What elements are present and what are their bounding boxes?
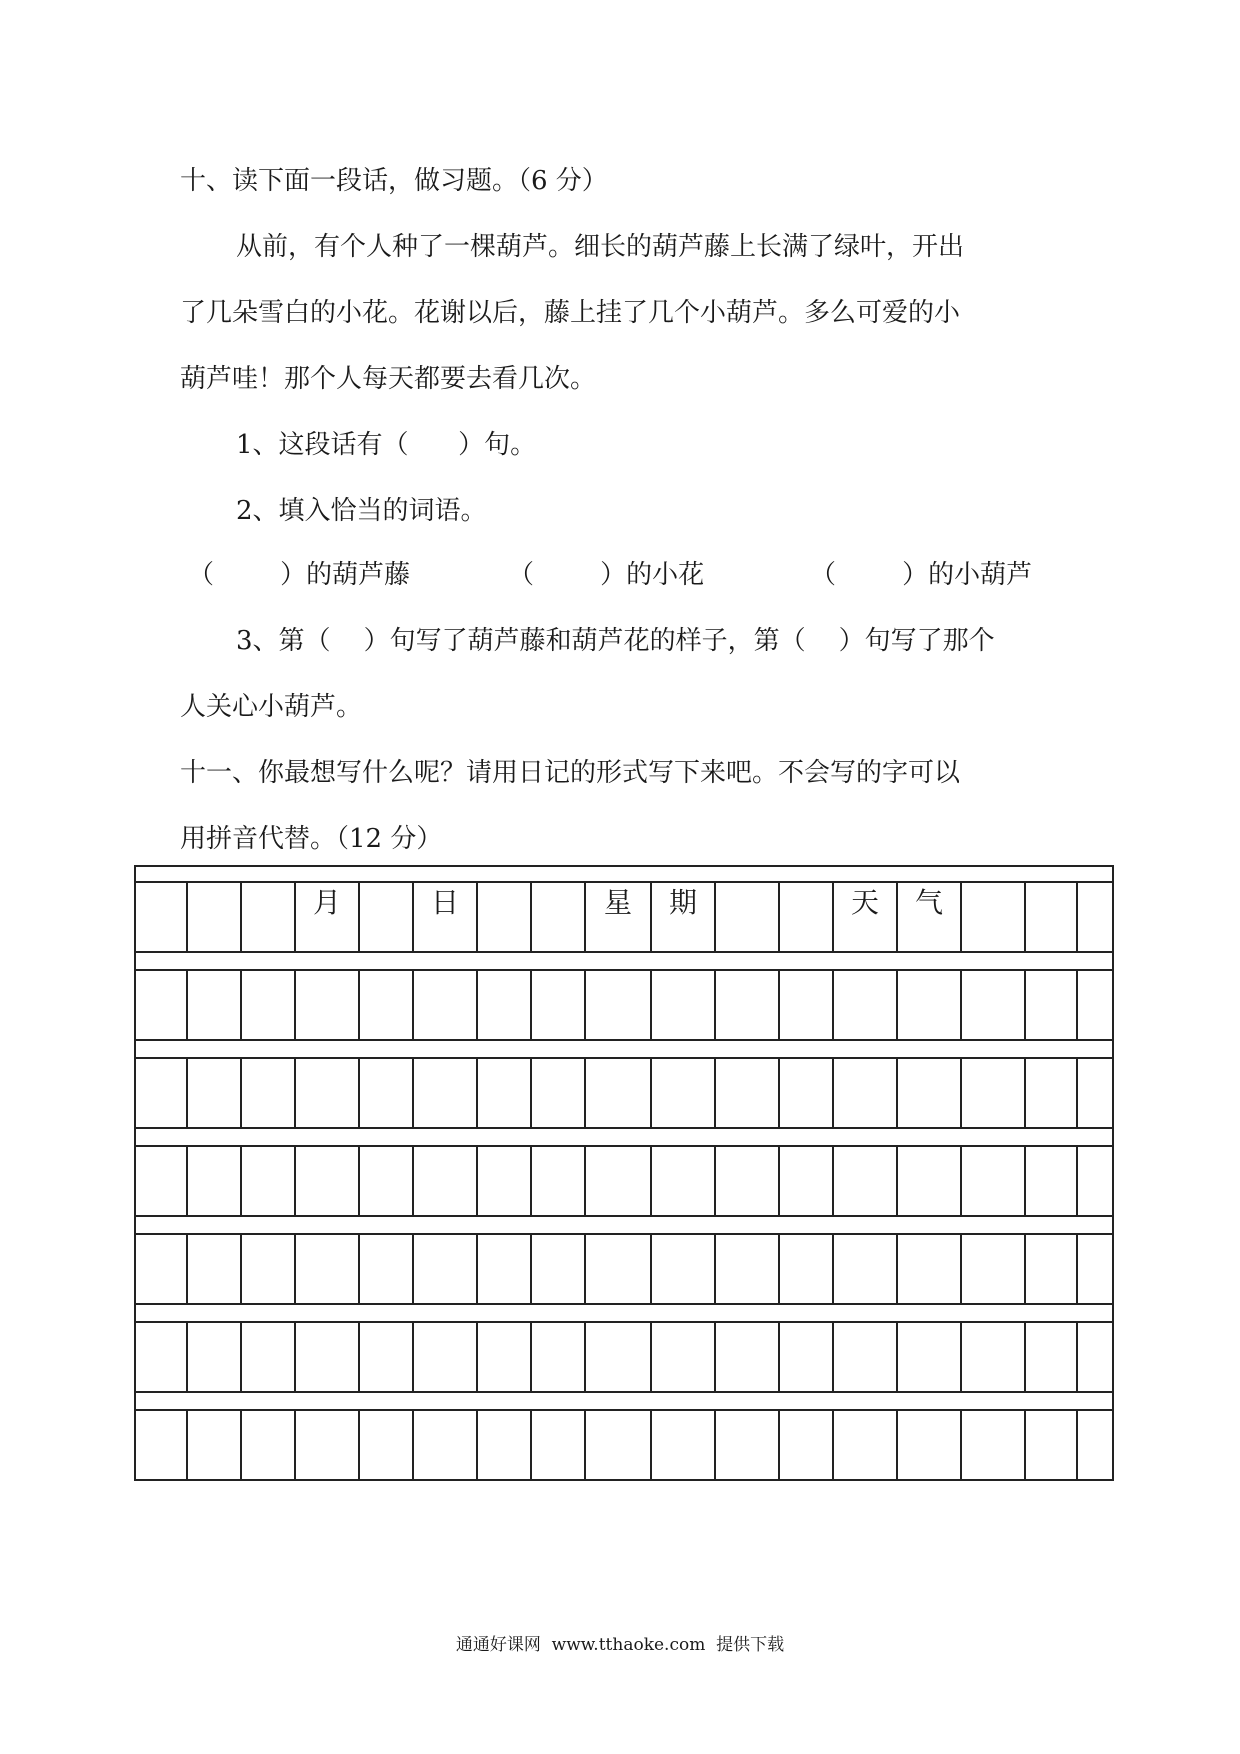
grid-row-separator (135, 1040, 1113, 1058)
question-3-line-2: 人关心小葫芦。 (180, 692, 363, 722)
grid-cell[interactable] (187, 1058, 241, 1128)
diary-writing-row[interactable] (135, 1322, 1113, 1392)
grid-cell[interactable] (295, 970, 359, 1040)
grid-cell[interactable] (187, 1322, 241, 1392)
grid-cell[interactable] (1025, 970, 1077, 1040)
grid-cell[interactable] (135, 1322, 187, 1392)
grid-cell[interactable] (897, 970, 961, 1040)
grid-cell[interactable] (135, 970, 187, 1040)
section-10-title: 十、读下面一段话，做习题。（6 分） (180, 166, 608, 196)
grid-cell[interactable] (585, 1410, 651, 1480)
grid-row-separator (135, 1216, 1113, 1234)
grid-cell[interactable] (241, 1058, 295, 1128)
section-11-title-line-1: 十一、你最想写什么呢？请用日记的形式写下来吧。不会写的字可以 (180, 758, 961, 788)
grid-cell[interactable] (359, 1322, 413, 1392)
grid-cell[interactable] (651, 1146, 715, 1216)
grid-cell[interactable] (897, 1058, 961, 1128)
diary-writing-row[interactable] (135, 1146, 1113, 1216)
grid-cell[interactable] (477, 1322, 531, 1392)
diary-writing-row[interactable] (135, 1058, 1113, 1128)
grid-cell[interactable] (961, 1234, 1025, 1304)
q2-blank-1: （ ）的葫芦藤 (188, 560, 411, 590)
grid-cell[interactable] (1025, 1322, 1077, 1392)
section-11-title-line-2: 用拼音代替。（12 分） (180, 824, 443, 854)
grid-cell[interactable] (135, 1146, 187, 1216)
grid-cell[interactable] (477, 882, 531, 952)
grid-cell[interactable] (1025, 1234, 1077, 1304)
grid-cell[interactable] (295, 1234, 359, 1304)
grid-cell[interactable] (651, 1234, 715, 1304)
grid-cell[interactable] (241, 882, 295, 952)
grid-cell[interactable] (187, 1146, 241, 1216)
grid-cell[interactable] (715, 970, 779, 1040)
grid-row-separator (135, 1128, 1113, 1146)
grid-header-label: 日 (430, 886, 460, 919)
grid-cell[interactable] (187, 1234, 241, 1304)
grid-cell[interactable] (359, 1146, 413, 1216)
grid-cell[interactable] (779, 970, 833, 1040)
grid-cell[interactable] (359, 1058, 413, 1128)
grid-cell[interactable] (359, 1410, 413, 1480)
grid-cell[interactable] (715, 1058, 779, 1128)
grid-cell[interactable] (241, 1234, 295, 1304)
grid-cell[interactable] (413, 1410, 477, 1480)
grid-cell[interactable] (897, 1322, 961, 1392)
grid-cell[interactable] (779, 1322, 833, 1392)
grid-cell[interactable] (651, 1058, 715, 1128)
grid-cell[interactable] (241, 1410, 295, 1480)
grid-cell[interactable] (585, 970, 651, 1040)
diary-writing-row[interactable] (135, 1234, 1113, 1304)
grid-cell[interactable] (651, 1322, 715, 1392)
grid-cell[interactable] (531, 1234, 585, 1304)
grid-row-separator (135, 1304, 1113, 1322)
grid-cell[interactable] (1025, 1410, 1077, 1480)
grid-cell[interactable] (477, 1058, 531, 1128)
diary-writing-row[interactable] (135, 1410, 1113, 1480)
grid-cell[interactable] (585, 1058, 651, 1128)
grid-cell[interactable] (187, 1410, 241, 1480)
grid-cell[interactable] (651, 970, 715, 1040)
grid-header-label: 月 (312, 886, 342, 919)
grid-header-label: 天 (850, 886, 880, 919)
grid-cell[interactable] (715, 882, 779, 952)
grid-cell[interactable] (413, 1234, 477, 1304)
grid-cell[interactable] (187, 970, 241, 1040)
grid-cell[interactable] (477, 1146, 531, 1216)
diary-header-row[interactable] (135, 882, 1113, 952)
grid-cell[interactable] (1077, 1234, 1113, 1304)
grid-header-label: 气 (914, 886, 944, 919)
grid-cell[interactable] (833, 970, 897, 1040)
grid-cell[interactable] (477, 1410, 531, 1480)
passage-line-2: 了几朵雪白的小花。花谢以后，藤上挂了几个小葫芦。多么可爱的小 (180, 298, 961, 328)
question-1: 1、这段话有（ ）句。 (236, 430, 537, 460)
grid-cell[interactable] (1077, 1058, 1113, 1128)
diary-writing-row[interactable] (135, 970, 1113, 1040)
grid-cell[interactable] (833, 1058, 897, 1128)
grid-cell[interactable] (1077, 1322, 1113, 1392)
grid-cell[interactable] (531, 882, 585, 952)
grid-cell[interactable] (961, 1322, 1025, 1392)
grid-cell[interactable] (833, 1234, 897, 1304)
grid-cell[interactable] (413, 1146, 477, 1216)
q2-blank-2: （ ）的小花 (508, 560, 705, 590)
grid-top-strip (135, 866, 1113, 882)
grid-cell[interactable] (779, 1410, 833, 1480)
grid-cell[interactable] (359, 970, 413, 1040)
grid-cell[interactable] (651, 1410, 715, 1480)
grid-cell[interactable] (359, 1234, 413, 1304)
grid-cell[interactable] (1077, 1146, 1113, 1216)
grid-cell[interactable] (531, 1146, 585, 1216)
grid-cell[interactable] (135, 1234, 187, 1304)
grid-cell[interactable] (779, 1146, 833, 1216)
grid-cell[interactable] (897, 1146, 961, 1216)
grid-cell[interactable] (779, 1234, 833, 1304)
grid-cell[interactable] (295, 1058, 359, 1128)
grid-cell[interactable] (135, 1410, 187, 1480)
grid-cell[interactable] (833, 1146, 897, 1216)
question-2: 2、填入恰当的词语。 (236, 496, 487, 526)
diary-writing-grid[interactable] (134, 865, 1114, 1491)
grid-cell[interactable] (715, 1234, 779, 1304)
grid-cell[interactable] (585, 1146, 651, 1216)
passage-line-3: 葫芦哇！那个人每天都要去看几次。 (180, 364, 597, 394)
grid-cell[interactable] (531, 970, 585, 1040)
grid-cell[interactable] (531, 1410, 585, 1480)
grid-cell[interactable] (413, 1058, 477, 1128)
grid-cell[interactable] (715, 1322, 779, 1392)
grid-row-separator (135, 952, 1113, 970)
grid-cell[interactable] (477, 970, 531, 1040)
grid-row-separator (135, 1392, 1113, 1410)
q2-blank-3: （ ）的小葫芦 (810, 560, 1033, 590)
grid-cell[interactable] (1025, 1058, 1077, 1128)
grid-cell[interactable] (1077, 882, 1113, 952)
grid-cell[interactable] (477, 1234, 531, 1304)
grid-cell[interactable] (1077, 1410, 1113, 1480)
grid-cell[interactable] (531, 1322, 585, 1392)
grid-cell[interactable] (295, 1410, 359, 1480)
grid-header-label: 星 (603, 886, 633, 919)
grid-cell[interactable] (715, 1410, 779, 1480)
grid-cell[interactable] (1025, 882, 1077, 952)
grid-cell[interactable] (295, 1146, 359, 1216)
grid-cell[interactable] (779, 882, 833, 952)
grid-cell[interactable] (585, 1234, 651, 1304)
grid-cell[interactable] (715, 1146, 779, 1216)
grid-cell[interactable] (531, 1058, 585, 1128)
grid-cell[interactable] (241, 970, 295, 1040)
grid-cell[interactable] (413, 970, 477, 1040)
grid-cell[interactable] (961, 882, 1025, 952)
grid-cell[interactable] (897, 1410, 961, 1480)
grid-cell[interactable] (961, 970, 1025, 1040)
grid-cell[interactable] (135, 882, 187, 952)
grid-cell[interactable] (961, 1058, 1025, 1128)
grid-header-label: 期 (668, 886, 698, 919)
grid-cell[interactable] (779, 1058, 833, 1128)
grid-cell[interactable] (833, 1410, 897, 1480)
grid-cell[interactable] (241, 1322, 295, 1392)
grid-cell[interactable] (187, 882, 241, 952)
grid-cell[interactable] (897, 1234, 961, 1304)
grid-cell[interactable] (961, 1146, 1025, 1216)
grid-cell[interactable] (295, 1322, 359, 1392)
grid-cell[interactable] (1025, 1146, 1077, 1216)
grid-cell[interactable] (585, 1322, 651, 1392)
grid-cell[interactable] (135, 1058, 187, 1128)
grid-cell[interactable] (241, 1146, 295, 1216)
footer-credit: 通通好课网 www.tthaoke.com 提供下载 (455, 1635, 785, 1655)
grid-cell[interactable] (413, 1322, 477, 1392)
grid-cell[interactable] (1077, 970, 1113, 1040)
passage-line-1: 从前，有个人种了一棵葫芦。细长的葫芦藤上长满了绿叶，开出 (236, 232, 965, 262)
grid-cell[interactable] (359, 882, 413, 952)
grid-cell[interactable] (833, 1322, 897, 1392)
question-3-line-1: 3、第（ ）句写了葫芦藤和葫芦花的样子，第（ ）句写了那个 (236, 626, 995, 656)
grid-cell[interactable] (961, 1410, 1025, 1480)
